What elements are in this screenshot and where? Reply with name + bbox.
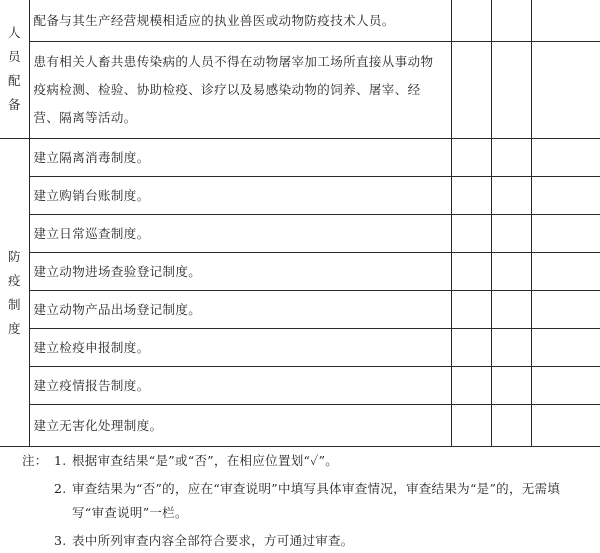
note-number: 3. (54, 533, 67, 548)
review-note-cell[interactable] (531, 215, 600, 253)
requirement-cell: 建立购销台账制度。 (29, 177, 451, 215)
category-cell-staffing (0, 0, 29, 139)
result-no-cell[interactable] (491, 0, 531, 42)
table-row (0, 367, 600, 405)
requirement-cell: 建立无害化处理制度。 (29, 405, 451, 447)
review-note-cell[interactable] (531, 367, 600, 405)
review-note-cell[interactable] (531, 42, 600, 139)
table-row (0, 177, 600, 215)
note-item (22, 477, 592, 525)
result-yes-cell[interactable] (451, 367, 491, 405)
note-item (22, 529, 592, 553)
result-yes-cell[interactable] (451, 329, 491, 367)
result-yes-cell[interactable] (451, 177, 491, 215)
result-yes-cell[interactable] (451, 253, 491, 291)
table-row (0, 405, 600, 447)
category-cell-prevention (0, 139, 29, 447)
table-row (0, 291, 600, 329)
category-label: 防疫制度 (7, 248, 21, 336)
result-no-cell[interactable] (491, 329, 531, 367)
requirement-cell: 建立检疫申报制度。 (29, 329, 451, 367)
table-row (0, 0, 600, 42)
note-text: 表中所列审查内容全部符合要求，方可通过审查。 (72, 533, 354, 548)
note-number: 1. (54, 453, 67, 468)
table-row (0, 329, 600, 367)
review-note-cell[interactable] (531, 291, 600, 329)
table-row (0, 253, 600, 291)
requirement-cell: 配备与其生产经营规模相适应的执业兽医或动物防疫技术人员。 (29, 0, 451, 42)
result-no-cell[interactable] (491, 42, 531, 139)
review-note-cell[interactable] (531, 405, 600, 447)
requirement-cell: 患有相关人畜共患传染病的人员不得在动物屠宰加工场所直接从事动物疫病检测、检验、协助检疫、诊疗以及易感染动物的饲养、屠宰、经营、隔离等活动。 (29, 42, 451, 139)
note-text: 根据审查结果“是”或“否”，在相应位置划“✓”。 (72, 453, 339, 468)
result-no-cell[interactable] (491, 405, 531, 447)
result-no-cell[interactable] (491, 215, 531, 253)
result-yes-cell[interactable] (451, 42, 491, 139)
review-note-cell[interactable] (531, 253, 600, 291)
note-number: 2. (54, 481, 67, 496)
table-row (0, 215, 600, 253)
result-no-cell[interactable] (491, 367, 531, 405)
result-no-cell[interactable] (491, 177, 531, 215)
category-label: 人员配备 (7, 25, 21, 112)
table-row (0, 42, 600, 139)
review-note-cell[interactable] (531, 139, 600, 177)
review-note-cell[interactable] (531, 0, 600, 42)
result-no-cell[interactable] (491, 291, 531, 329)
requirement-cell: 建立动物进场查验登记制度。 (29, 253, 451, 291)
result-yes-cell[interactable] (451, 139, 491, 177)
result-no-cell[interactable] (491, 139, 531, 177)
result-yes-cell[interactable] (451, 291, 491, 329)
result-no-cell[interactable] (491, 253, 531, 291)
notes-section (22, 449, 592, 553)
notes-prefix: 注： (22, 453, 48, 468)
requirement-cell: 建立动物产品出场登记制度。 (29, 291, 451, 329)
review-note-cell[interactable] (531, 329, 600, 367)
table-row (0, 139, 600, 177)
result-yes-cell[interactable] (451, 405, 491, 447)
note-text: 审查结果为“否”的，应在“审查说明”中填写具体审查情况，审查结果为“是”的，无需填写“审查说明”一栏。 (72, 481, 561, 520)
result-yes-cell[interactable] (451, 215, 491, 253)
requirement-cell: 建立隔离消毒制度。 (29, 139, 451, 177)
note-item (22, 449, 592, 473)
requirement-cell: 建立疫情报告制度。 (29, 367, 451, 405)
result-yes-cell[interactable] (451, 0, 491, 42)
requirement-cell: 建立日常巡查制度。 (29, 215, 451, 253)
review-note-cell[interactable] (531, 177, 600, 215)
